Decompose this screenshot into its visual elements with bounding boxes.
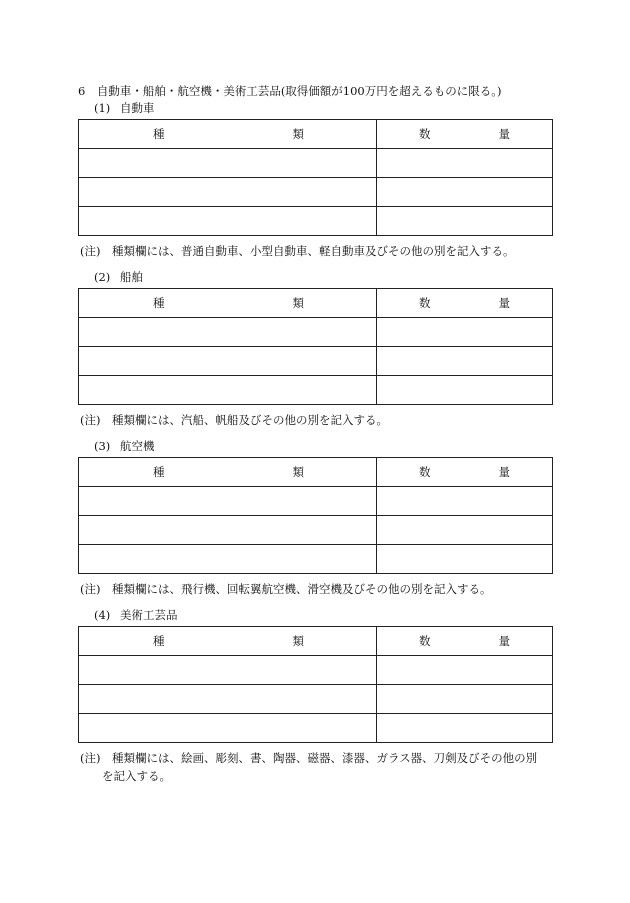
- quantity-cell[interactable]: [377, 656, 553, 685]
- table-row: [79, 318, 553, 347]
- table-row: [79, 714, 553, 743]
- kind-cell[interactable]: [79, 516, 377, 545]
- table-row: [79, 347, 553, 376]
- kind-header: 種 類: [79, 458, 377, 487]
- quantity-header: 数 量: [377, 627, 553, 656]
- table-row: [79, 207, 553, 236]
- note-text: 種類欄には、絵画、彫刻、書、陶器、磁器、漆器、ガラス器、刀剣及びその他の別: [111, 751, 538, 765]
- table-row: [79, 376, 553, 405]
- subsection-title: 船舶: [120, 270, 143, 284]
- kind-cell[interactable]: [79, 178, 377, 207]
- quantity-cell[interactable]: [377, 178, 553, 207]
- subsection-number: (3): [94, 439, 111, 453]
- kind-cell[interactable]: [79, 207, 377, 236]
- kind-cell[interactable]: [79, 347, 377, 376]
- kind-header: 種 類: [79, 120, 377, 149]
- kind-cell[interactable]: [79, 149, 377, 178]
- table-row: [79, 487, 553, 516]
- subsection-title-automobile: [94, 101, 155, 115]
- table-header-row: [79, 120, 553, 149]
- kind-cell[interactable]: [79, 685, 377, 714]
- quantity-cell[interactable]: [377, 487, 553, 516]
- note-art: [80, 751, 537, 765]
- subsection-title: 自動車: [120, 101, 155, 115]
- note-aircraft: [80, 582, 491, 596]
- quantity-cell[interactable]: [377, 376, 553, 405]
- note-ship: [80, 413, 388, 427]
- subsection-title-art: [94, 608, 178, 622]
- subsection-number: (2): [94, 270, 111, 284]
- note-prefix: (注): [80, 413, 101, 427]
- table-header-row: [79, 289, 553, 318]
- table-row: [79, 178, 553, 207]
- table-row: [79, 656, 553, 685]
- subsection-title-aircraft: [94, 439, 155, 453]
- kind-cell[interactable]: [79, 545, 377, 574]
- table-row: [79, 685, 553, 714]
- kind-header: 種 類: [79, 627, 377, 656]
- kind-cell[interactable]: [79, 656, 377, 685]
- table-row: [79, 516, 553, 545]
- quantity-cell[interactable]: [377, 318, 553, 347]
- art-table: [78, 626, 553, 743]
- kind-cell[interactable]: [79, 376, 377, 405]
- quantity-cell[interactable]: [377, 516, 553, 545]
- table-header-row: [79, 458, 553, 487]
- note-automobile: [80, 244, 514, 258]
- kind-cell[interactable]: [79, 318, 377, 347]
- subsection-title: 航空機: [120, 439, 155, 453]
- quantity-cell[interactable]: [377, 207, 553, 236]
- ship-table: [78, 288, 553, 405]
- note-text: 種類欄には、普通自動車、小型自動車、軽自動車及びその他の別を記入する。: [111, 244, 515, 258]
- table-row: [79, 149, 553, 178]
- quantity-cell[interactable]: [377, 714, 553, 743]
- quantity-cell[interactable]: [377, 545, 553, 574]
- note-prefix: (注): [80, 244, 101, 258]
- kind-cell[interactable]: [79, 714, 377, 743]
- note-art-continuation: を記入する。: [102, 769, 171, 783]
- note-text: 種類欄には、飛行機、回転翼航空機、滑空機及びその他の別を記入する。: [111, 582, 492, 596]
- quantity-header: 数 量: [377, 458, 553, 487]
- quantity-cell[interactable]: [377, 347, 553, 376]
- kind-header: 種 類: [79, 289, 377, 318]
- automobile-table: [78, 119, 553, 236]
- note-text: 種類欄には、汽船、帆船及びその他の別を記入する。: [111, 413, 388, 427]
- aircraft-table: [78, 457, 553, 574]
- note-prefix: (注): [80, 582, 101, 596]
- subsection-title-ship: [94, 270, 143, 284]
- subsection-number: (1): [94, 101, 111, 115]
- quantity-header: 数 量: [377, 289, 553, 318]
- kind-cell[interactable]: [79, 487, 377, 516]
- subsection-number: (4): [94, 608, 111, 622]
- table-header-row: [79, 627, 553, 656]
- quantity-cell[interactable]: [377, 149, 553, 178]
- table-row: [79, 545, 553, 574]
- subsection-title: 美術工芸品: [120, 608, 178, 622]
- quantity-header: 数 量: [377, 120, 553, 149]
- note-prefix: (注): [80, 751, 101, 765]
- section-heading: 6 自動車・船舶・航空機・美術工芸品(取得価額が100万円を超えるものに限る。): [78, 84, 502, 98]
- quantity-cell[interactable]: [377, 685, 553, 714]
